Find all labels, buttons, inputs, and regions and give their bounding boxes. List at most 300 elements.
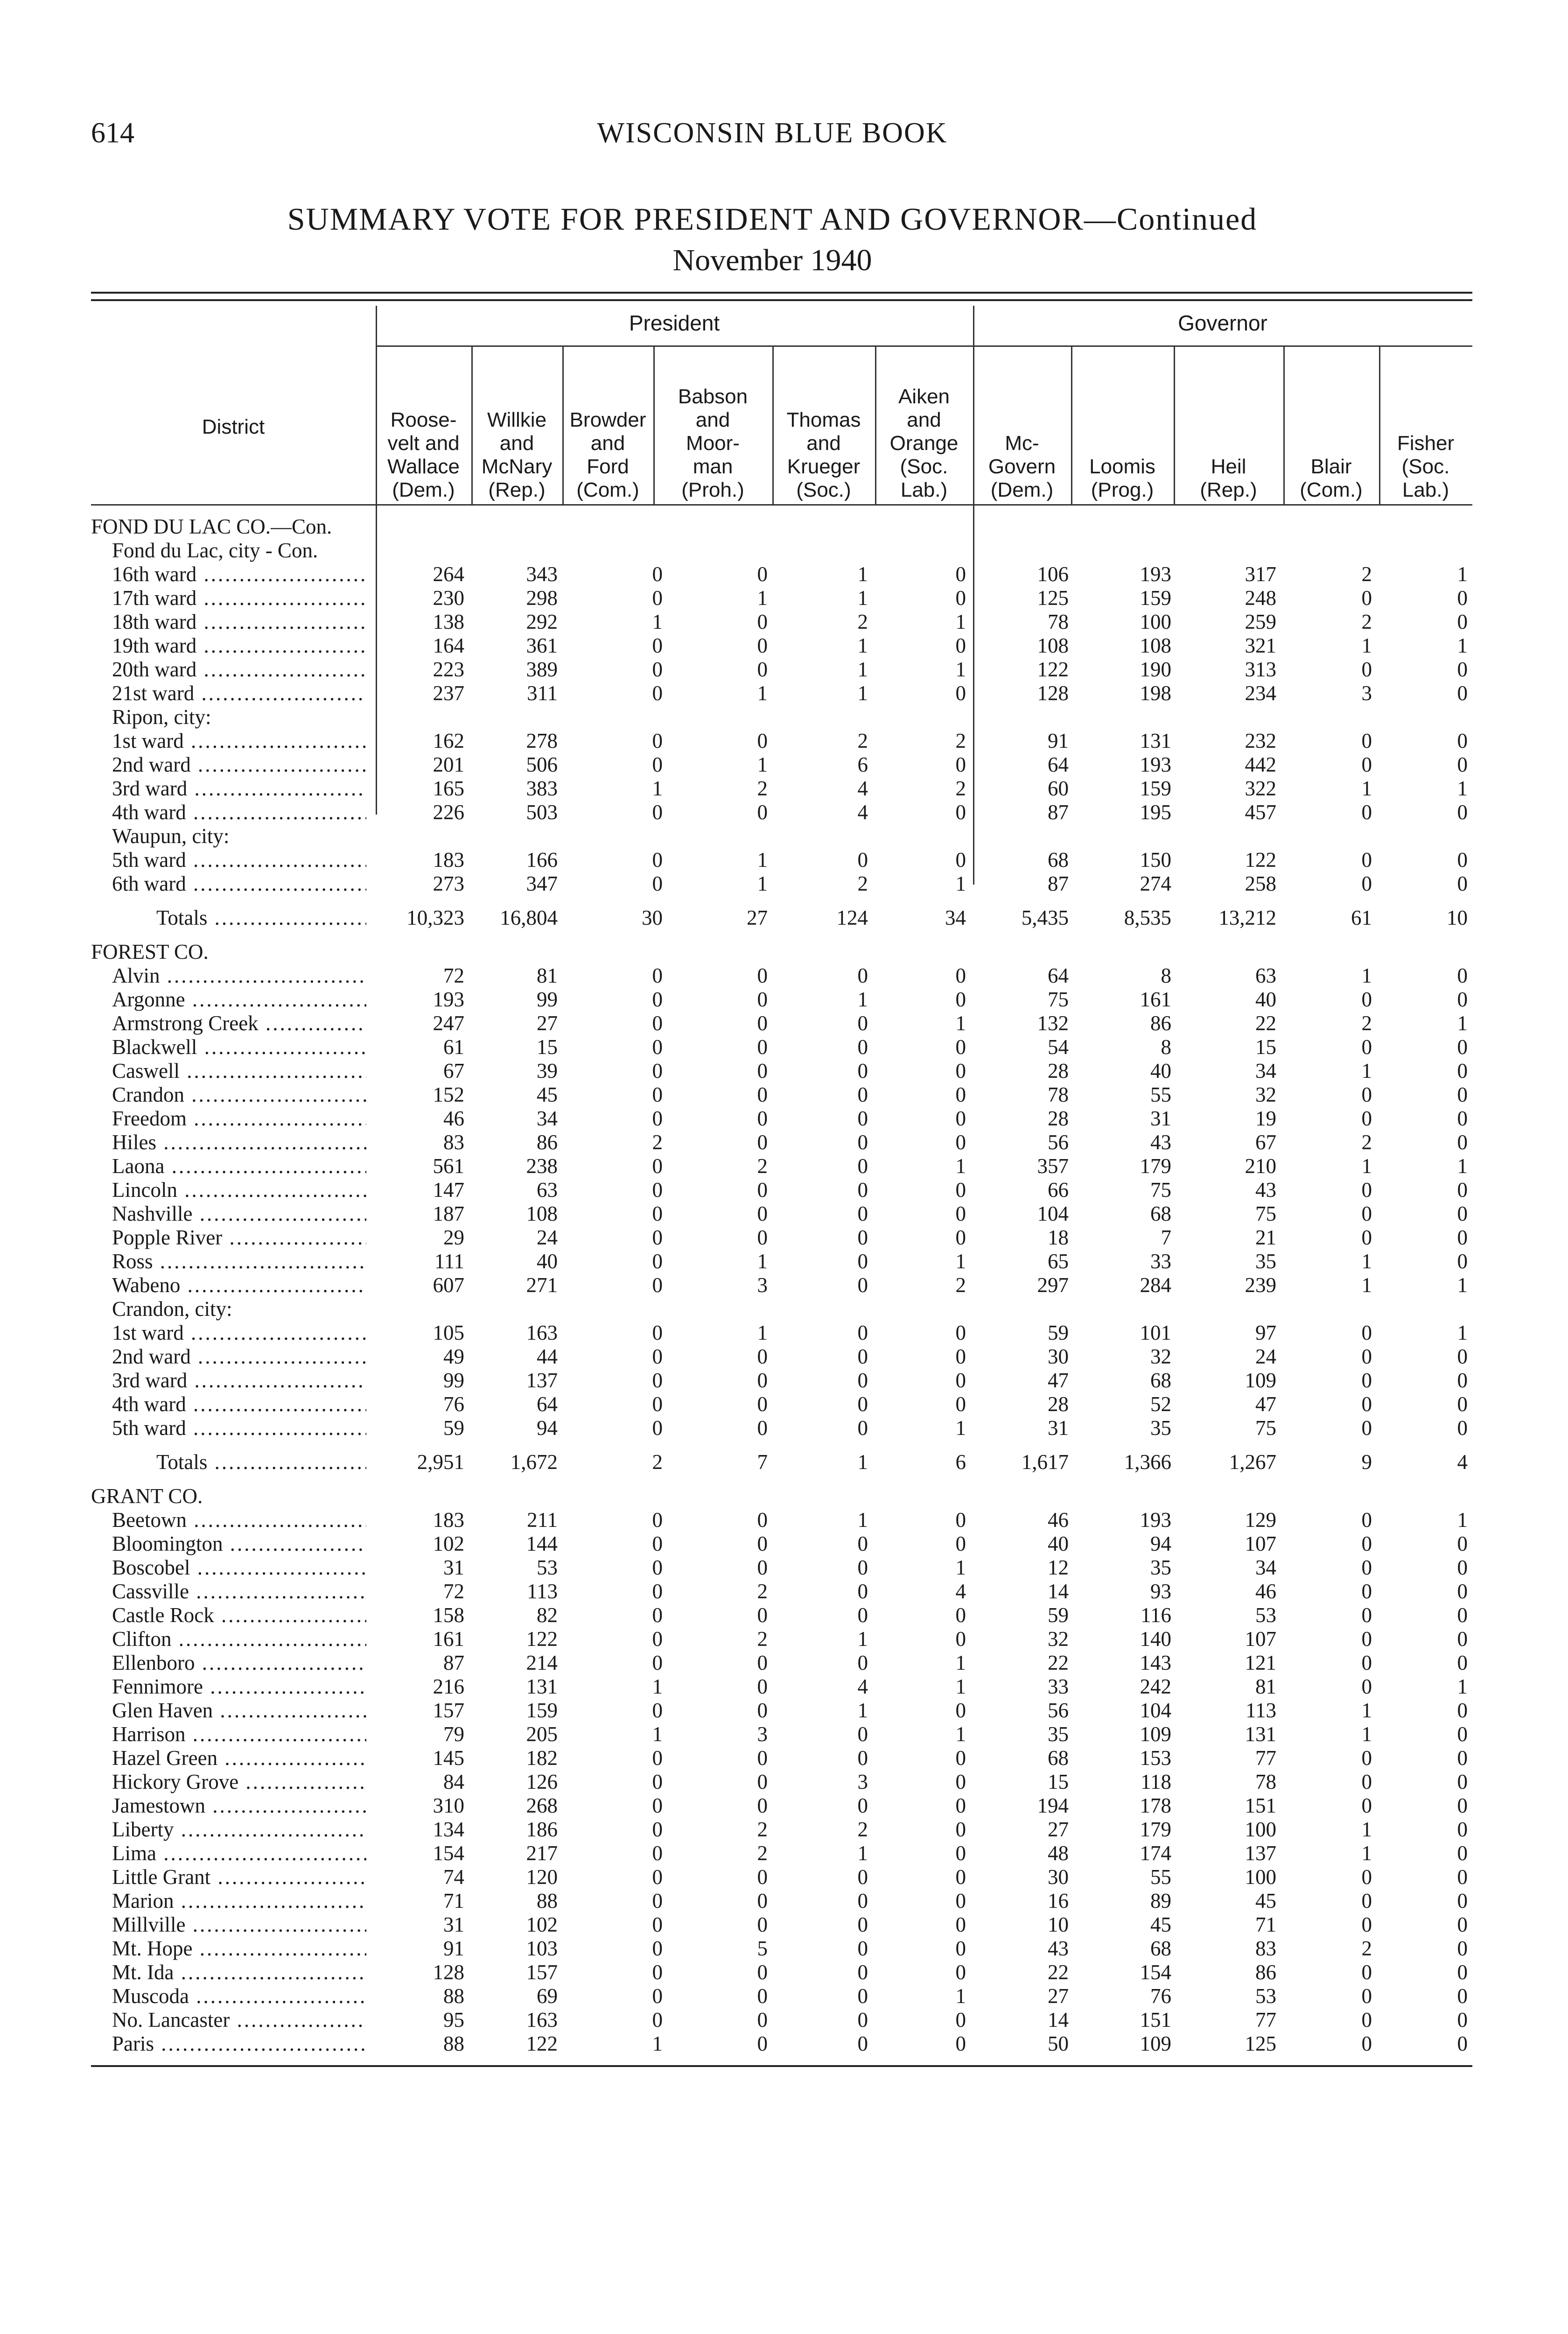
- district-name: Mt. Hope .....: [91, 1937, 366, 1961]
- cell-fisher: 0: [1457, 753, 1468, 776]
- cell-mcgovern: 15: [1048, 1770, 1069, 1793]
- cell-willkie-mcnary: 383: [526, 777, 558, 800]
- district-name: Little Grant .....: [91, 1865, 366, 1889]
- cell-loomis: 43: [1150, 1131, 1171, 1154]
- cell-heil: 109: [1245, 1369, 1276, 1392]
- cell-browder-ford: 0: [652, 729, 663, 752]
- cell-browder-ford: 30: [642, 906, 663, 929]
- cell-roosevelt-wallace: 138: [433, 610, 464, 633]
- cell-thomas-krueger: 3: [857, 1770, 868, 1793]
- ward-row: [91, 1416, 1472, 1440]
- cell-loomis: 109: [1140, 1722, 1171, 1746]
- cell-blair: 0: [1361, 1961, 1372, 1984]
- column-divider: [875, 345, 876, 504]
- cell-roosevelt-wallace: 88: [443, 2032, 464, 2055]
- cell-heil: 234: [1245, 682, 1276, 705]
- cell-babson-moorman: 0: [757, 988, 768, 1011]
- cell-browder-ford: 0: [652, 1627, 663, 1651]
- cell-fisher: 1: [1457, 1508, 1468, 1532]
- cell-babson-moorman: 0: [757, 1369, 768, 1392]
- cell-browder-ford: 0: [652, 682, 663, 705]
- cell-willkie-mcnary: 163: [526, 1321, 558, 1344]
- cell-aiken-orange: 0: [955, 753, 966, 776]
- cell-loomis: 193: [1140, 753, 1171, 776]
- cell-thomas-krueger: 0: [857, 1794, 868, 1817]
- cell-blair: 1: [1361, 1699, 1372, 1722]
- cell-blair: 0: [1361, 1035, 1372, 1059]
- cell-heil: 97: [1255, 1321, 1276, 1344]
- town-row: [91, 1842, 1472, 1865]
- cell-browder-ford: 0: [652, 1818, 663, 1841]
- cell-willkie-mcnary: 157: [526, 1961, 558, 1984]
- column-divider: [471, 345, 473, 504]
- cell-mcgovern: 40: [1048, 1532, 1069, 1555]
- cell-babson-moorman: 3: [757, 1722, 768, 1746]
- cell-willkie-mcnary: 108: [526, 1202, 558, 1225]
- district-name: Lincoln .....: [91, 1178, 366, 1202]
- cell-blair: 0: [1361, 753, 1372, 776]
- cell-thomas-krueger: 0: [857, 2008, 868, 2032]
- district-name: 16th ward .....: [91, 562, 366, 586]
- cell-browder-ford: 0: [652, 1035, 663, 1059]
- cell-heil: 107: [1245, 1627, 1276, 1651]
- cell-heil: 100: [1245, 1865, 1276, 1889]
- district-name: 1st ward .....: [91, 729, 366, 753]
- cell-thomas-krueger: 1: [857, 562, 868, 586]
- cell-browder-ford: 0: [652, 1556, 663, 1579]
- district-name: Marion .....: [91, 1889, 366, 1913]
- cell-roosevelt-wallace: 134: [433, 1818, 464, 1841]
- district-name: 2nd ward .....: [91, 753, 366, 777]
- cell-mcgovern: 108: [1037, 634, 1069, 657]
- district-name: Cassville .....: [91, 1580, 366, 1603]
- district-name: Mt. Ida .....: [91, 1961, 366, 1984]
- cell-willkie-mcnary: 1,672: [510, 1450, 558, 1474]
- cell-aiken-orange: 0: [955, 1889, 966, 1912]
- cell-browder-ford: 0: [652, 1250, 663, 1273]
- ward-row: [91, 1321, 1472, 1345]
- cell-aiken-orange: 2: [955, 777, 966, 800]
- cell-fisher: 0: [1457, 1416, 1468, 1440]
- cell-heil: 77: [1255, 2008, 1276, 2032]
- cell-babson-moorman: 1: [757, 682, 768, 705]
- cell-loomis: 140: [1140, 1627, 1171, 1651]
- cell-fisher: 0: [1457, 610, 1468, 633]
- cell-aiken-orange: 0: [955, 1532, 966, 1555]
- cell-fisher: 0: [1457, 872, 1468, 895]
- cell-heil: 122: [1245, 848, 1276, 872]
- cell-willkie-mcnary: 102: [526, 1913, 558, 1936]
- county-section-header: [91, 940, 1472, 964]
- cell-aiken-orange: 0: [955, 988, 966, 1011]
- cell-roosevelt-wallace: 59: [443, 1416, 464, 1440]
- cell-babson-moorman: 0: [757, 1083, 768, 1106]
- cell-thomas-krueger: 0: [857, 1984, 868, 2008]
- cell-heil: 259: [1245, 610, 1276, 633]
- cell-browder-ford: 0: [652, 658, 663, 681]
- cell-loomis: 174: [1140, 1842, 1171, 1865]
- town-row: [91, 1273, 1472, 1297]
- cell-aiken-orange: 1: [955, 1556, 966, 1579]
- cell-browder-ford: 0: [652, 872, 663, 895]
- cell-roosevelt-wallace: 157: [433, 1699, 464, 1722]
- cell-roosevelt-wallace: 273: [433, 872, 464, 895]
- cell-willkie-mcnary: 88: [537, 1889, 558, 1912]
- cell-heil: 75: [1255, 1416, 1276, 1440]
- district-name: Nashville .....: [91, 1202, 366, 1226]
- cell-mcgovern: 59: [1048, 1603, 1069, 1627]
- cell-thomas-krueger: 0: [857, 1532, 868, 1555]
- ward-row: [91, 1392, 1472, 1416]
- cell-babson-moorman: 2: [757, 1154, 768, 1178]
- cell-thomas-krueger: 0: [857, 1345, 868, 1368]
- district-name: Liberty .....: [91, 1818, 366, 1842]
- cell-blair: 0: [1361, 1889, 1372, 1912]
- cell-heil: 100: [1245, 1818, 1276, 1841]
- cell-willkie-mcnary: 217: [526, 1842, 558, 1865]
- cell-babson-moorman: 0: [757, 1202, 768, 1225]
- district-name: 3rd ward .....: [91, 777, 366, 801]
- cell-mcgovern: 28: [1048, 1392, 1069, 1416]
- cell-blair: 0: [1361, 1651, 1372, 1674]
- cell-roosevelt-wallace: 165: [433, 777, 464, 800]
- cell-loomis: 153: [1140, 1746, 1171, 1770]
- president-group-header: President: [629, 311, 720, 335]
- cell-willkie-mcnary: 238: [526, 1154, 558, 1178]
- cell-willkie-mcnary: 34: [537, 1107, 558, 1130]
- cell-heil: 34: [1255, 1059, 1276, 1083]
- cell-mcgovern: 66: [1048, 1178, 1069, 1202]
- district-name: Millville .....: [91, 1913, 366, 1937]
- governor-group-header: Governor: [1178, 311, 1267, 335]
- cell-fisher: 0: [1457, 1984, 1468, 2008]
- cell-heil: 19: [1255, 1107, 1276, 1130]
- cell-heil: 40: [1255, 988, 1276, 1011]
- cell-thomas-krueger: 2: [857, 1818, 868, 1841]
- cell-loomis: 68: [1150, 1202, 1171, 1225]
- cell-browder-ford: 0: [652, 1889, 663, 1912]
- cell-fisher: 0: [1457, 1937, 1468, 1960]
- cell-thomas-krueger: 1: [857, 1508, 868, 1532]
- cell-loomis: 68: [1150, 1369, 1171, 1392]
- cell-willkie-mcnary: 347: [526, 872, 558, 895]
- cell-aiken-orange: 4: [955, 1580, 966, 1603]
- cell-aiken-orange: 0: [955, 1794, 966, 1817]
- cell-roosevelt-wallace: 31: [443, 1556, 464, 1579]
- district-name: Beetown .....: [91, 1508, 366, 1532]
- cell-roosevelt-wallace: 2,951: [417, 1450, 464, 1474]
- cell-mcgovern: 106: [1037, 562, 1069, 586]
- cell-blair: 0: [1361, 1107, 1372, 1130]
- district-name: Clifton .....: [91, 1627, 366, 1651]
- cell-babson-moorman: 0: [757, 1961, 768, 1984]
- county-name: FOND DU LAC CO.—Con.: [91, 515, 332, 538]
- cell-thomas-krueger: 0: [857, 1250, 868, 1273]
- town-row: [91, 1818, 1472, 1842]
- cell-aiken-orange: 0: [955, 2032, 966, 2055]
- cell-babson-moorman: 0: [757, 729, 768, 752]
- cell-browder-ford: 0: [652, 1651, 663, 1674]
- cell-mcgovern: 68: [1048, 848, 1069, 872]
- column-divider: [1071, 345, 1072, 504]
- ward-row: [91, 848, 1472, 872]
- cell-blair: 0: [1361, 729, 1372, 752]
- city-name: Fond du Lac, city - Con.: [112, 539, 318, 562]
- cell-fisher: 0: [1457, 2032, 1468, 2055]
- ward-row: [91, 682, 1472, 705]
- town-row: [91, 1154, 1472, 1178]
- cell-thomas-krueger: 2: [857, 610, 868, 633]
- totals-row: [91, 1450, 1472, 1474]
- cell-blair: 1: [1361, 1273, 1372, 1297]
- cell-willkie-mcnary: 40: [537, 1250, 558, 1273]
- cell-aiken-orange: 1: [955, 1651, 966, 1674]
- cell-fisher: 4: [1457, 1450, 1468, 1474]
- cell-willkie-mcnary: 131: [526, 1675, 558, 1698]
- cell-aiken-orange: 0: [955, 634, 966, 657]
- city-subheader: [91, 824, 1472, 848]
- cell-browder-ford: 0: [652, 1961, 663, 1984]
- cell-roosevelt-wallace: 102: [433, 1532, 464, 1555]
- cell-fisher: 0: [1457, 1059, 1468, 1083]
- cell-willkie-mcnary: 103: [526, 1937, 558, 1960]
- cell-willkie-mcnary: 64: [537, 1392, 558, 1416]
- cell-browder-ford: 0: [652, 1321, 663, 1344]
- cell-loomis: 8: [1161, 1035, 1171, 1059]
- ward-row: [91, 753, 1472, 777]
- cell-thomas-krueger: 1: [857, 658, 868, 681]
- cell-babson-moorman: 0: [757, 1178, 768, 1202]
- cell-fisher: 0: [1457, 1794, 1468, 1817]
- column-divider: [1174, 345, 1175, 504]
- cell-mcgovern: 78: [1048, 1083, 1069, 1106]
- cell-aiken-orange: 1: [955, 1012, 966, 1035]
- town-row: [91, 1627, 1472, 1651]
- town-row: [91, 1699, 1472, 1722]
- cell-browder-ford: 0: [652, 1913, 663, 1936]
- district-name: 20th ward .....: [91, 658, 366, 682]
- cell-thomas-krueger: 0: [857, 1746, 868, 1770]
- cell-blair: 2: [1361, 1937, 1372, 1960]
- cell-browder-ford: 0: [652, 1770, 663, 1793]
- cell-thomas-krueger: 0: [857, 1131, 868, 1154]
- col-header-willkie-mcnary: Willkie and McNary (Rep.): [481, 408, 553, 501]
- col-header-babson-moorman: Babson and Moor- man (Proh.): [678, 385, 748, 501]
- cell-browder-ford: 0: [652, 1580, 663, 1603]
- cell-blair: 0: [1361, 1675, 1372, 1698]
- county-section-header: [91, 515, 1472, 539]
- district-name: Lima .....: [91, 1842, 366, 1865]
- cell-blair: 1: [1361, 777, 1372, 800]
- cell-willkie-mcnary: 298: [526, 586, 558, 610]
- district-name: Armstrong Creek .....: [91, 1012, 366, 1035]
- cell-fisher: 1: [1457, 1154, 1468, 1178]
- district-name: 4th ward .....: [91, 801, 366, 824]
- cell-heil: 442: [1245, 753, 1276, 776]
- cell-loomis: 161: [1140, 988, 1171, 1011]
- cell-aiken-orange: 2: [955, 1273, 966, 1297]
- cell-willkie-mcnary: 86: [537, 1131, 558, 1154]
- town-row: [91, 1580, 1472, 1603]
- cell-roosevelt-wallace: 72: [443, 964, 464, 987]
- cell-heil: 131: [1245, 1722, 1276, 1746]
- cell-thomas-krueger: 0: [857, 1154, 868, 1178]
- cell-blair: 2: [1361, 1131, 1372, 1154]
- cell-heil: 22: [1255, 1012, 1276, 1035]
- cell-loomis: 159: [1140, 586, 1171, 610]
- cell-babson-moorman: 0: [757, 1746, 768, 1770]
- cell-aiken-orange: 0: [955, 1226, 966, 1249]
- district-name: 4th ward .....: [91, 1392, 366, 1416]
- cell-fisher: 0: [1457, 1369, 1468, 1392]
- cell-thomas-krueger: 124: [836, 906, 868, 929]
- cell-browder-ford: 0: [652, 988, 663, 1011]
- cell-fisher: 0: [1457, 1250, 1468, 1273]
- cell-thomas-krueger: 0: [857, 1202, 868, 1225]
- cell-aiken-orange: 0: [955, 1842, 966, 1865]
- cell-heil: 137: [1245, 1842, 1276, 1865]
- cell-browder-ford: 0: [652, 1508, 663, 1532]
- cell-mcgovern: 194: [1037, 1794, 1069, 1817]
- cell-blair: 1: [1361, 634, 1372, 657]
- district-name: Ross .....: [91, 1250, 366, 1273]
- town-row: [91, 1508, 1472, 1532]
- cell-roosevelt-wallace: 201: [433, 753, 464, 776]
- cell-fisher: 1: [1457, 562, 1468, 586]
- cell-mcgovern: 128: [1037, 682, 1069, 705]
- cell-heil: 43: [1255, 1178, 1276, 1202]
- cell-babson-moorman: 0: [757, 1508, 768, 1532]
- cell-fisher: 0: [1457, 1889, 1468, 1912]
- cell-mcgovern: 64: [1048, 964, 1069, 987]
- cell-roosevelt-wallace: 154: [433, 1842, 464, 1865]
- cell-blair: 0: [1361, 2032, 1372, 2055]
- cell-mcgovern: 46: [1048, 1508, 1069, 1532]
- cell-blair: 0: [1361, 2008, 1372, 2032]
- district-name: 2nd ward .....: [91, 1345, 366, 1369]
- cell-babson-moorman: 27: [747, 906, 768, 929]
- cell-loomis: 45: [1150, 1913, 1171, 1936]
- cell-browder-ford: 0: [652, 1107, 663, 1130]
- col-header-roosevelt-wallace: Roose- velt and Wallace (Dem.): [387, 408, 460, 501]
- column-divider: [562, 345, 564, 504]
- cell-loomis: 8: [1161, 964, 1171, 987]
- cell-mcgovern: 75: [1048, 988, 1069, 1011]
- cell-blair: 0: [1361, 1532, 1372, 1555]
- cell-babson-moorman: 0: [757, 1035, 768, 1059]
- cell-fisher: 0: [1457, 1107, 1468, 1130]
- town-row: [91, 1178, 1472, 1202]
- cell-aiken-orange: 0: [955, 1107, 966, 1130]
- district-name: Boscobel .....: [91, 1556, 366, 1580]
- cell-thomas-krueger: 0: [857, 1321, 868, 1344]
- cell-aiken-orange: 0: [955, 1392, 966, 1416]
- cell-fisher: 0: [1457, 1178, 1468, 1202]
- cell-willkie-mcnary: 214: [526, 1651, 558, 1674]
- cell-blair: 9: [1361, 1450, 1372, 1474]
- town-row: [91, 1012, 1472, 1035]
- town-row: [91, 1746, 1472, 1770]
- cell-babson-moorman: 0: [757, 2032, 768, 2055]
- cell-roosevelt-wallace: 31: [443, 1913, 464, 1936]
- town-row: [91, 1035, 1472, 1059]
- cell-fisher: 1: [1457, 634, 1468, 657]
- cell-babson-moorman: 1: [757, 586, 768, 610]
- cell-mcgovern: 91: [1048, 729, 1069, 752]
- ward-row: [91, 801, 1472, 824]
- cell-mcgovern: 56: [1048, 1131, 1069, 1154]
- cell-mcgovern: 18: [1048, 1226, 1069, 1249]
- cell-roosevelt-wallace: 88: [443, 1984, 464, 2008]
- town-row: [91, 1651, 1472, 1675]
- cell-heil: 322: [1245, 777, 1276, 800]
- cell-fisher: 0: [1457, 1865, 1468, 1889]
- cell-browder-ford: 0: [652, 1603, 663, 1627]
- cell-roosevelt-wallace: 164: [433, 634, 464, 657]
- cell-babson-moorman: 0: [757, 1226, 768, 1249]
- cell-aiken-orange: 34: [945, 906, 966, 929]
- cell-willkie-mcnary: 211: [527, 1508, 558, 1532]
- cell-thomas-krueger: 0: [857, 964, 868, 987]
- cell-aiken-orange: 1: [955, 1675, 966, 1698]
- cell-roosevelt-wallace: 193: [433, 988, 464, 1011]
- cell-aiken-orange: 0: [955, 1345, 966, 1368]
- city-name: Ripon, city:: [112, 705, 211, 729]
- cell-browder-ford: 1: [652, 2032, 663, 2055]
- cell-willkie-mcnary: 39: [537, 1059, 558, 1083]
- cell-heil: 107: [1245, 1532, 1276, 1555]
- town-row: [91, 964, 1472, 988]
- district-name: 5th ward .....: [91, 1416, 366, 1440]
- cell-aiken-orange: 6: [955, 1450, 966, 1474]
- cell-babson-moorman: 2: [757, 1580, 768, 1603]
- ward-row: [91, 610, 1472, 634]
- cell-babson-moorman: 0: [757, 1699, 768, 1722]
- cell-browder-ford: 0: [652, 1532, 663, 1555]
- cell-roosevelt-wallace: 10,323: [406, 906, 464, 929]
- cell-mcgovern: 1,617: [1021, 1450, 1069, 1474]
- cell-loomis: 40: [1150, 1059, 1171, 1083]
- cell-blair: 0: [1361, 801, 1372, 824]
- cell-fisher: 0: [1457, 682, 1468, 705]
- cell-browder-ford: 1: [652, 1675, 663, 1698]
- district-name: Harrison .....: [91, 1722, 366, 1746]
- cell-fisher: 1: [1457, 1675, 1468, 1698]
- cell-aiken-orange: 0: [955, 586, 966, 610]
- district-name: 3rd ward .....: [91, 1369, 366, 1392]
- cell-mcgovern: 104: [1037, 1202, 1069, 1225]
- cell-heil: 45: [1255, 1889, 1276, 1912]
- cell-roosevelt-wallace: 72: [443, 1580, 464, 1603]
- cell-willkie-mcnary: 144: [526, 1532, 558, 1555]
- cell-aiken-orange: 1: [955, 872, 966, 895]
- col-header-heil: Heil (Rep.): [1200, 455, 1257, 501]
- cell-loomis: 104: [1140, 1699, 1171, 1722]
- cell-babson-moorman: 0: [757, 1131, 768, 1154]
- cell-roosevelt-wallace: 84: [443, 1770, 464, 1793]
- cell-babson-moorman: 2: [757, 1818, 768, 1841]
- cell-loomis: 195: [1140, 801, 1171, 824]
- cell-willkie-mcnary: 24: [537, 1226, 558, 1249]
- cell-aiken-orange: 0: [955, 562, 966, 586]
- ward-row: [91, 872, 1472, 896]
- cell-willkie-mcnary: 120: [526, 1865, 558, 1889]
- cell-loomis: 193: [1140, 1508, 1171, 1532]
- town-row: [91, 1556, 1472, 1580]
- cell-aiken-orange: 1: [955, 658, 966, 681]
- cell-thomas-krueger: 0: [857, 1035, 868, 1059]
- cell-roosevelt-wallace: 91: [443, 1937, 464, 1960]
